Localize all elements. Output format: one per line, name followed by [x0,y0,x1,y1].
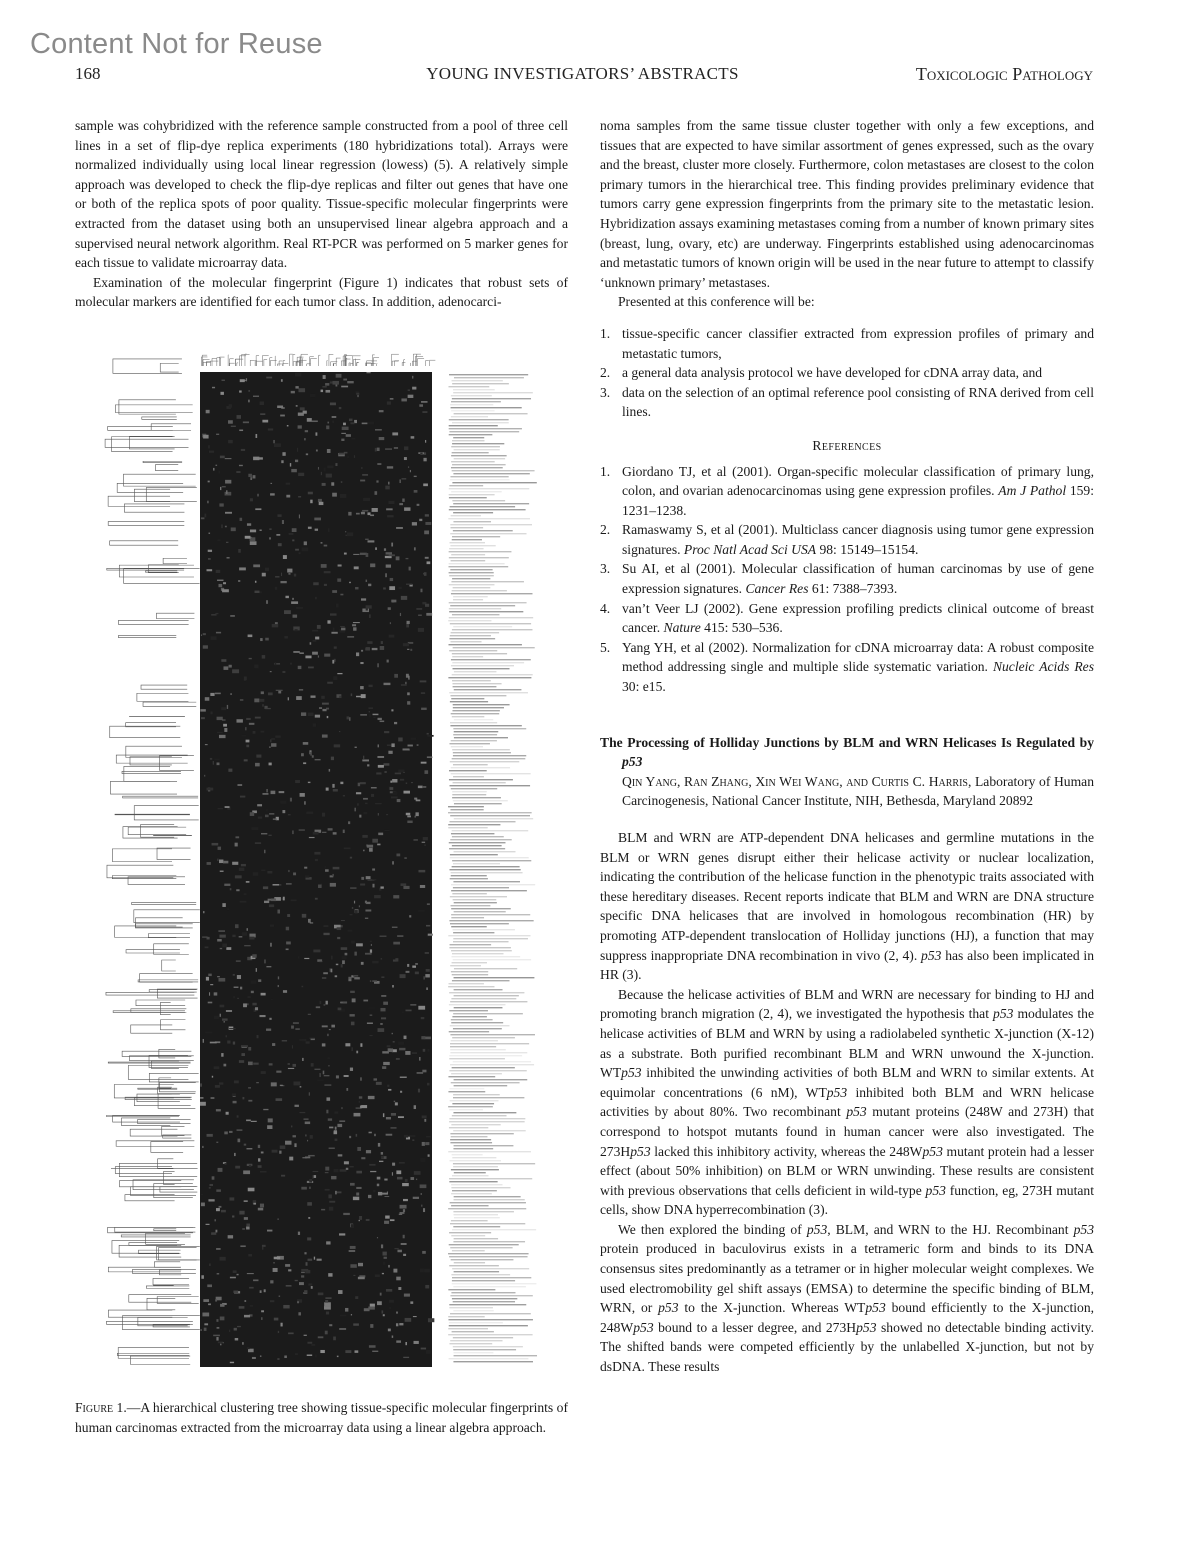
reference-text: van’t Veer LJ (2002). Gene expression profiling predicts clinical outcome of breast cancer. [622,600,1094,636]
reference-citation: 415: 530–536. [700,620,783,636]
reference-journal: Nature [663,620,701,636]
text-run: has also been implicated in HR (3). [600,947,1094,983]
reference-journal: Am J Pathol [998,483,1067,499]
references-heading: References [812,437,882,453]
text-run: to the X-junction. Whereas WT [678,1300,866,1316]
text-run: protein produced in baculovirus exists in a tetrameric form and binds to its DNA consensus sites predominantly as a tetramer or in higher molecular weight complexes. We used electromobility gel shift assays (EMSA) to determine the specific binding of BLM, WRN, or [600,1241,1094,1316]
list-text: a general data analysis protocol we have developed for cDNA array data, and [622,365,1043,381]
text-run: BLM and WRN are ATP-dependent DNA helicases and germline mutations in the BLM or WRN genes disrupt either their helicase activity or nuclear localization, indicating the contribution of the helicase function in the phenotypic traits associated with these hereditary diseases. Recent reports indicate that BLM and WRN are DNA structure specific DNA helicases that are involved in homologous recombination (HR) by promoting ATP-dependent translocation of Holliday junctions (HJ), a function that may suppress inappropriate DNA recombination in vivo (2, 4). [600,830,1094,963]
article-title [600,733,1094,772]
text-run: mutant proteins (248W and 273H) that correspond to hotspot mutants found in human cancer were also investigated. The 273H [600,1104,1094,1159]
reference-number: 5. [600,639,611,655]
paragraph [600,828,1094,985]
paragraph: noma samples from the same tissue cluster together with only a few exceptions, and tissues that are expected to have similar assortment of genes expressed, such as the ovary and the breast, cluster more closely. Furthermore, colon metastases are closest to the colon primary tumors in the hierarchical tree. This finding provides preliminary evidence that tumors carry gene expression fingerprints from the primary site to the metastatic lesion. Hybridization assays examining metastases coming from a number of known primary sites (breast, lung, ovary, etc) are underway. Fingerprints established using adenocarcinomas and metastatic tumors of known origin will be used in the near future to attempt to classify ‘unknown primary’ metastases. [600,118,1094,290]
reference-number: 4. [600,600,611,616]
reference-text: Su AI, et al (2001). Molecular classification of human carcinomas by use of gene expression signatures. [622,561,1094,597]
presentation-list [600,324,1094,422]
figure-label: Figure 1. [75,1400,127,1415]
gene-name: p53 [633,1319,654,1335]
reference-item [600,638,1094,697]
affiliation: , Laboratory of Human Carcinogenesis, National Cancer Institute, NIH, Bethesda, Maryland 20892 [622,773,1094,809]
paragraph: Presented at this conference will be: [618,294,815,310]
reference-item [600,520,1094,559]
author-names: Qin Yang, Ran Zhang, Xin Wei Wang, and Curtis C. Harris [622,773,968,789]
caption-text: —A hierarchical clustering tree showing tissue-specific molecular fingerprints of human carcinomas extracted from the microarray data using a linear algebra approach. [75,1400,568,1435]
text-run: , BLM, and WRN to the HJ. Recombinant [827,1221,1074,1237]
paragraph [600,985,1094,1220]
reference-journal: Cancer Res [745,581,809,597]
text-run: modulates the helicase activities of BLM and WRN by using a radiolabeled synthetic X-junction (X-12) as a substrate. Both purified recombinant BLM and WRN unwound the X-junction. WT [600,1006,1094,1081]
reference-citation: 30: e15. [622,679,666,695]
gene-label-column [448,374,537,1362]
left-column [75,116,568,312]
gene-name: p53 [630,1143,651,1159]
reference-number: 2. [600,522,611,538]
gene-name: p53 [658,1300,679,1316]
list-text: tissue-specific cancer classifier extracted from expression profiles of primary and metastatic tumors, [622,325,1094,361]
page-number: 168 [75,64,101,83]
article-title-gene: p53 [622,754,643,770]
gene-name: p53 [925,1182,946,1198]
gene-name: p53 [856,1319,877,1335]
paragraph: sample was cohybridized with the reference sample constructed from a pool of three cell lines in a set of flip-dye replica experiments (180 hybridizations total). Arrays were normalized individually using local linear regression (lowess) (5). A relatively simple approach was developed to check the flip-dye replicas and filter out genes that have one or both of the replica spots of poor quality. Tissue-specific molecular fingerprints were extracted from the dataset using both an unsupervised linear algebra approach and a supervised neural network algorithm. Real RT-PCR was performed on 5 marker genes for each tissue to validate microarray data. [75,118,568,271]
list-item [600,363,1094,383]
reference-citation: 159: 1231–1238. [622,483,1094,518]
right-column [600,116,1094,1377]
text-run: inhibited the unwinding activities of both BLM and WRN to similar extents. At equimolar concentrations (6 nM), WT [600,1065,1094,1100]
list-item [600,324,1094,363]
text-run: bound to a lesser degree, and 273H [653,1319,857,1335]
reference-journal: Nucleic Acids Res [992,659,1094,675]
row-dendrogram [105,359,200,1364]
reference-item [600,599,1094,638]
gene-name: p53 [826,1084,848,1100]
text-run: inhibited both BLM and WRN helicase activities by about 80%. Two recombinant [600,1084,1094,1120]
gene-name: p53 [621,1065,642,1081]
reference-citation: 98: 15149–15154. [816,541,919,557]
gene-name: p53 [806,1221,828,1237]
reference-number: 3. [600,561,611,577]
text-run: bound efficiently to the X-junction, 248W [600,1300,1095,1335]
text-run: Because the helicase activities of BLM and WRN are necessary for binding to HJ and promoting branch migration (2, 4), we investigated the hypothesis that [600,986,1094,1022]
references-list [600,462,1094,697]
journal-name: Toxicologic Pathology [915,64,1093,84]
article-title-text: The Processing of Holliday Junctions by BLM and WRN Helicases Is Regulated by [600,734,1094,750]
list-number: 1. [600,325,611,341]
gene-name: p53 [922,1143,943,1159]
list-number: 2. [600,365,611,381]
text-run: We then explored the binding of [618,1221,807,1237]
paragraph: Examination of the molecular fingerprint (Figure 1) indicates that robust sets of molecular markers are identified for each tumor class. In addition, adenocarci- [75,274,568,310]
gene-name: p53 [846,1104,867,1120]
reference-item [600,462,1094,521]
clustering-heatmap-image [100,352,555,1382]
reference-number: 1. [600,463,611,479]
text-run: function, eg, 273H mutant cells, show DNA hyperrecombination (3). [600,1182,1094,1218]
watermark: Content Not for Reuse [30,28,323,60]
reference-citation: 61: 7388–7393. [808,581,898,597]
text-run: lacked this inhibitory activity, whereas the 248W [650,1143,923,1159]
gene-name: p53 [993,1006,1014,1022]
reference-item [600,559,1094,598]
reference-journal: Proc Natl Acad Sci USA [683,541,817,557]
list-text: data on the selection of an optimal reference pool consisting of RNA derived from cell lines. [622,384,1094,420]
reference-text: Ramaswamy S, et al (2001). Multiclass cancer diagnosis using tumor gene expression signatures. [622,522,1094,557]
gene-name: p53 [921,947,942,963]
running-header: YOUNG INVESTIGATORS’ ABSTRACTS [426,64,739,83]
text-run: mutant protein had a lesser effect (about 50% inhibition) on BLM or WRN unwinding. These results are consistent with previous observations that cells deficient in wild-type [600,1143,1094,1198]
gene-name: p53 [865,1300,886,1316]
reference-text: Giordano TJ, et al (2001). Organ-specific molecular classification of primary lung, colon, and ovarian adenocarcinomas using gene expression profiles. [622,463,1094,499]
heatmap-block [200,372,432,1367]
article-authors [600,772,1094,811]
figure-1-heatmap [100,352,555,1382]
gene-name: p53 [1073,1221,1094,1237]
list-item [600,383,1094,422]
text-run: showed no detectable binding activity. The shifted bands were competed efficiently by the unlabelled X-junction, but not by dsDNA. These results [600,1319,1094,1375]
list-number: 3. [600,384,611,400]
column-dendrogram [201,354,435,366]
reference-text: Yang YH, et al (2002). Normalization for cDNA microarray data: A robust composite method addressing single and multiple slide systematic variation. [622,639,1094,675]
figure-caption [75,1398,568,1437]
paragraph [600,1220,1094,1377]
